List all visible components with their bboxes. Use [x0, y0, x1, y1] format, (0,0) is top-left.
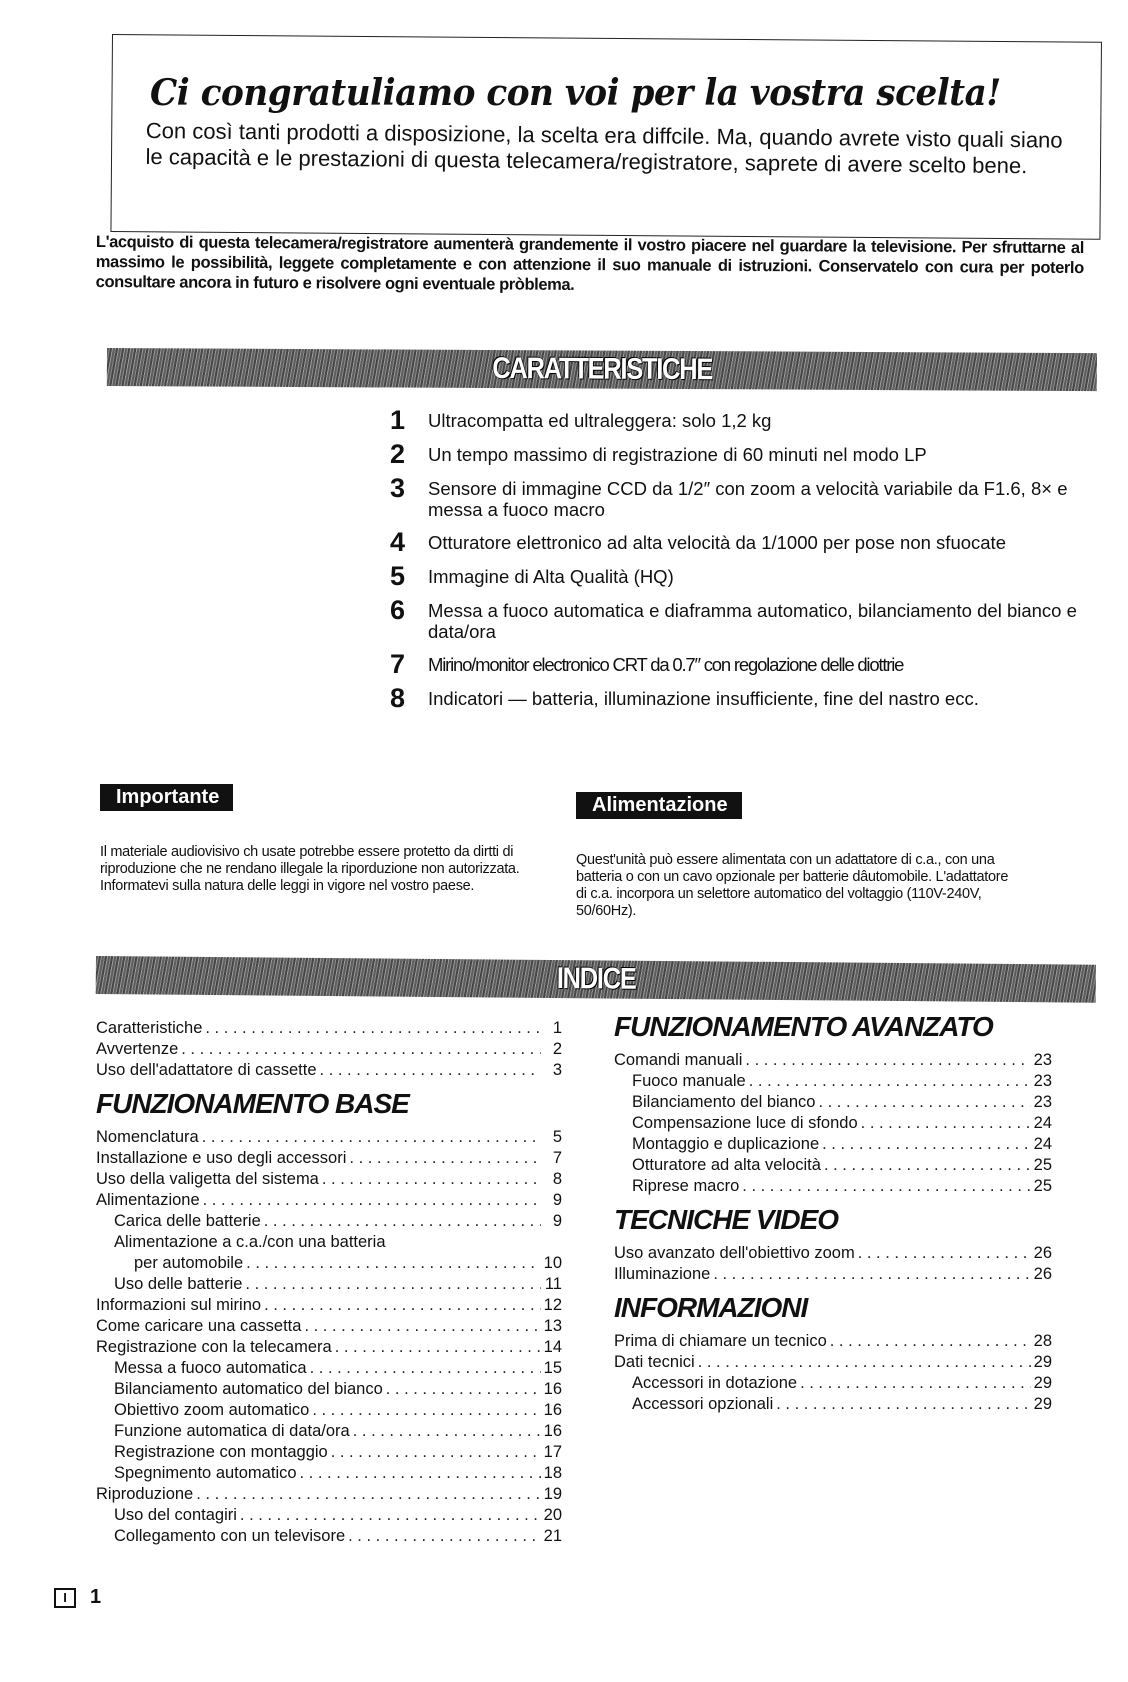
toc-leader-dots [312, 1400, 540, 1421]
toc-entry-title: Alimentazione [96, 1191, 200, 1209]
toc-entry[interactable] [96, 1484, 562, 1505]
toc-leader-dots [240, 1505, 541, 1526]
toc-entry[interactable] [96, 1060, 562, 1081]
toc-heading-info: INFORMAZIONI [614, 1292, 808, 1323]
feature-text: Immagine di Alta Qualità (HQ) [428, 566, 674, 587]
toc-entry-title: Accessori in dotazione [632, 1374, 798, 1392]
toc-entry-title: Compensazione luce di sfondo [632, 1114, 858, 1132]
toc-entry[interactable] [96, 1211, 562, 1232]
toc-entry-page: 26 [1033, 1265, 1052, 1283]
toc-entry-page: 9 [552, 1191, 562, 1209]
toc-entry[interactable] [96, 1253, 562, 1274]
toc-leader-dots [800, 1373, 1031, 1394]
feature-text: Mirino/monitor electronico CRT da 0.7″ con regolazione delle diottrie [428, 654, 904, 675]
toc-entry-page: 26 [1033, 1244, 1052, 1262]
feature-number: 7 [390, 649, 406, 679]
toc-leader-dots [304, 1316, 540, 1337]
toc-leader-dots [246, 1253, 540, 1274]
toc-entry-page: 12 [543, 1296, 562, 1314]
toc-entry-title: Messa a fuoco automatica [114, 1359, 307, 1377]
feature-number: 1 [390, 405, 406, 435]
toc-entry-page: 17 [543, 1443, 562, 1461]
toc-entry-page: 23 [1033, 1051, 1052, 1069]
feature-text: Otturatore elettronico ad alta velocità da 1/1000 per pose non sfuocate [428, 532, 1006, 553]
toc-entry[interactable] [96, 1526, 562, 1547]
index-heading: INDICE [556, 962, 636, 996]
feature-item [390, 649, 1090, 679]
toc-entry-title: Registrazione con la telecamera [96, 1338, 332, 1356]
toc-leader-dots [264, 1295, 541, 1316]
toc-entry-page: 18 [543, 1464, 562, 1482]
toc-entry[interactable] [96, 1505, 562, 1526]
toc-entry[interactable] [96, 1379, 562, 1400]
toc-leader-dots [830, 1331, 1031, 1352]
toc-entry-title: Otturatore ad alta velocità [632, 1156, 821, 1174]
toc-entry-page: 16 [543, 1401, 562, 1419]
toc-entry-title: Bilanciamento del bianco [632, 1093, 816, 1111]
toc-entry-page: 24 [1033, 1114, 1052, 1132]
toc-leader-dots [749, 1071, 1031, 1092]
toc-entry-title: Riproduzione [96, 1485, 194, 1503]
toc-entry[interactable] [614, 1134, 1052, 1155]
toc-entry[interactable] [96, 1463, 562, 1484]
toc-entry-title: Funzione automatica di data/ora [114, 1422, 350, 1440]
toc-entry-page: 3 [552, 1061, 562, 1079]
toc-advanced-list [614, 1050, 1052, 1197]
toc-leader-dots [181, 1039, 541, 1060]
toc-entry-title: Installazione e uso degli accessori [96, 1149, 347, 1167]
toc-entry-title: Bilanciamento automatico del bianco [114, 1380, 383, 1398]
toc-entry[interactable] [96, 1148, 562, 1169]
toc-leader-dots [310, 1358, 541, 1379]
feature-item [390, 405, 1090, 435]
toc-leader-dots [205, 1018, 541, 1039]
toc-video-list [614, 1243, 1052, 1285]
toc-base-list [96, 1127, 562, 1547]
feature-item [390, 439, 1090, 469]
toc-left-column [96, 1018, 562, 1547]
toc-entry-page: 19 [543, 1485, 562, 1503]
feature-item [390, 683, 1090, 713]
toc-leader-dots [858, 1243, 1031, 1264]
toc-entry-title: Comandi manuali [614, 1051, 743, 1069]
toc-entry[interactable] [614, 1113, 1052, 1134]
toc-entry-page: 23 [1033, 1072, 1052, 1090]
toc-intro-list [96, 1018, 562, 1081]
features-banner [107, 348, 1097, 391]
feature-number: 2 [390, 439, 406, 469]
toc-entry[interactable] [96, 1169, 562, 1190]
toc-entry-title: Avvertenze [96, 1040, 179, 1058]
toc-entry-title: Uso avanzato dell'obiettivo zoom [614, 1244, 855, 1262]
feature-text: Sensore di immagine CCD da 1/2″ con zoom a velocità variabile da F1.6, 8× e messa a fuoco macro [428, 478, 1068, 520]
toc-entry[interactable] [614, 1264, 1052, 1285]
toc-entry-page: 8 [552, 1170, 562, 1188]
toc-entry-page: 2 [552, 1040, 562, 1058]
toc-entry[interactable] [614, 1176, 1052, 1197]
toc-entry[interactable] [96, 1358, 562, 1379]
toc-leader-dots [264, 1211, 541, 1232]
toc-entry[interactable] [614, 1155, 1052, 1176]
page-number: 1 [90, 1586, 102, 1608]
toc-entry[interactable] [614, 1243, 1052, 1264]
language-mark-icon: I [54, 1588, 76, 1608]
toc-entry-title: Illuminazione [614, 1265, 711, 1283]
toc-entry-page: 25 [1033, 1177, 1052, 1195]
toc-leader-dots [713, 1264, 1030, 1285]
toc-leader-dots [818, 1092, 1030, 1113]
feature-item [390, 561, 1090, 591]
toc-entry[interactable] [96, 1337, 562, 1358]
toc-entry[interactable] [96, 1039, 562, 1060]
toc-entry-title: Accessori opzionali [632, 1395, 774, 1413]
feature-item [390, 527, 1090, 557]
toc-entry[interactable] [96, 1190, 562, 1211]
toc-entry-title: Montaggio e duplicazione [632, 1135, 820, 1153]
toc-entry-title: Carica delle batterie [114, 1212, 261, 1230]
toc-entry-page: 20 [543, 1506, 562, 1524]
toc-entry[interactable] [96, 1442, 562, 1463]
toc-entry-page: 1 [552, 1019, 562, 1037]
toc-entry-page: 5 [552, 1128, 562, 1146]
toc-leader-dots [196, 1484, 540, 1505]
toc-entry[interactable] [614, 1092, 1052, 1113]
toc-entry-page: 29 [1033, 1353, 1052, 1371]
toc-entry-page: 13 [543, 1317, 562, 1335]
toc-entry[interactable] [614, 1352, 1052, 1373]
feature-number: 8 [390, 683, 406, 713]
toc-right-column [614, 1010, 1052, 1415]
toc-entry-page: 9 [552, 1212, 562, 1230]
feature-number: 6 [390, 595, 406, 625]
toc-entry[interactable] [96, 1127, 562, 1148]
toc-leader-dots [331, 1442, 541, 1463]
important-text: Il materiale audiovisivo ch usate potrebbe essere protetto da dirtti di riproduzione che ne rendano illegale la riporduzione non autorizzata. Informatevi sulla natura delle leggi in vigore nel vostro paese. [100, 844, 520, 894]
toc-heading-advanced: FUNZIONAMENTO AVANZATO [614, 1011, 993, 1042]
feature-text: Un tempo massimo di registrazione di 60 minuti nel modo LP [428, 444, 927, 465]
index-banner [96, 956, 1096, 1003]
toc-entry-title: Uso della valigetta del sistema [96, 1170, 319, 1188]
toc-leader-dots [203, 1190, 541, 1211]
intro-title: Ci congratuliamo con voi per la vostra scelta! [150, 72, 1001, 114]
page-footer [54, 1586, 101, 1609]
toc-entry-title: Riprese macro [632, 1177, 740, 1195]
toc-entry-title: Registrazione con montaggio [114, 1443, 328, 1461]
toc-entry-page: 23 [1033, 1093, 1052, 1111]
features-list [390, 405, 1090, 720]
feature-text: Indicatori — batteria, illuminazione insufficiente, fine del nastro ecc. [428, 688, 979, 709]
toc-leader-dots [824, 1155, 1031, 1176]
feature-number: 4 [390, 527, 406, 557]
feature-item [390, 595, 1090, 642]
toc-entry-title: Prima di chiamare un tecnico [614, 1332, 827, 1350]
toc-entry[interactable] [614, 1394, 1052, 1415]
toc-entry-page: 21 [543, 1527, 562, 1545]
feature-number: 5 [390, 561, 406, 591]
toc-leader-dots [320, 1060, 541, 1081]
toc-entry-title: Uso dell'adattatore di cassette [96, 1061, 317, 1079]
toc-entry-title: Uso del contagiri [114, 1506, 237, 1524]
intro-body: Con così tanti prodotti a disposizione, la scelta era diffcile. Ma, quando avrete visto quali siano le capacità e le prestazioni di questa telecamera/registratore, saprete di avere scelto bene. [145, 118, 1063, 179]
toc-leader-dots [698, 1352, 1031, 1373]
toc-leader-dots [300, 1463, 541, 1484]
toc-entry[interactable] [96, 1295, 562, 1316]
toc-entry-page: 24 [1033, 1135, 1052, 1153]
toc-entry[interactable] [614, 1050, 1052, 1071]
toc-entry-title: Uso delle batterie [114, 1275, 243, 1293]
toc-entry-title: Fuoco manuale [632, 1072, 746, 1090]
toc-entry-title: Caratteristiche [96, 1019, 203, 1037]
features-heading: CARATTERISTICHE [491, 352, 712, 387]
toc-entry-title: Collegamento con un televisore [114, 1527, 346, 1545]
toc-entry[interactable] [96, 1316, 562, 1337]
toc-leader-dots [386, 1379, 541, 1400]
toc-entry-page: 16 [543, 1380, 562, 1398]
toc-entry[interactable] [614, 1373, 1052, 1394]
toc-entry-page: 15 [543, 1359, 562, 1377]
toc-entry-page: 28 [1033, 1332, 1052, 1350]
feature-text: Ultracompatta ed ultraleggera: solo 1,2 kg [428, 410, 772, 431]
toc-entry-page: 10 [543, 1254, 562, 1272]
toc-heading-base: FUNZIONAMENTO BASE [96, 1088, 409, 1119]
toc-entry[interactable] [614, 1071, 1052, 1092]
toc-entry-title: Informazioni sul mirino [96, 1296, 262, 1314]
toc-leader-dots [861, 1113, 1031, 1134]
toc-entry-title: Dati tecnici [614, 1353, 695, 1371]
toc-leader-dots [822, 1134, 1031, 1155]
toc-leader-dots [202, 1127, 541, 1148]
toc-entry-title: Nomenclatura [96, 1128, 199, 1146]
toc-entry-page: 7 [552, 1149, 562, 1167]
feature-number: 3 [390, 473, 406, 503]
power-label: Alimentazione [576, 792, 742, 819]
toc-entry[interactable] [96, 1400, 562, 1421]
feature-text: Messa a fuoco automatica e diaframma automatico, bilanciamento del bianco e data/ora [428, 600, 1077, 642]
toc-entry[interactable] [96, 1274, 562, 1295]
toc-entry[interactable] [96, 1018, 562, 1039]
toc-leader-dots [348, 1526, 541, 1547]
toc-entry-title: per automobile [134, 1254, 244, 1272]
toc-entry[interactable] [96, 1232, 562, 1253]
toc-leader-dots [335, 1337, 541, 1358]
toc-entry-page: 29 [1033, 1395, 1052, 1413]
toc-leader-dots [742, 1176, 1030, 1197]
toc-leader-dots [745, 1050, 1030, 1071]
toc-heading-video: TECNICHE VIDEO [614, 1204, 839, 1235]
toc-info-list [614, 1331, 1052, 1415]
toc-entry-page: 16 [543, 1422, 562, 1440]
toc-entry-title: Obiettivo zoom automatico [114, 1401, 310, 1419]
toc-leader-dots [322, 1169, 541, 1190]
toc-entry[interactable] [614, 1331, 1052, 1352]
toc-leader-dots [349, 1148, 541, 1169]
lead-paragraph: L'acquisto di questa telecamera/registratore aumenterà grandemente il vostro piacere nel guardare la televisione. Per sfruttarne al massimo le possibilità, leggete completamente e con attenzione il suo manuale di istruzioni. Conservatelo con cura per poterlo consultare ancora in futuro e risolvere ogni eventuale pròblema. [95, 232, 1084, 294]
toc-entry-page: 29 [1033, 1374, 1052, 1392]
important-label: Importante [100, 784, 233, 811]
power-text: Quest'unità può essere alimentata con un adattatore di c.a., con una batteria o con un cavo opzionale per batterie dâutomobile. L'adattatore di c.a. incorpora un selettore automatico del voltaggio (110V-240V, 50/60Hz). [576, 852, 1009, 919]
toc-entry-page: 25 [1033, 1156, 1052, 1174]
toc-leader-dots [245, 1274, 541, 1295]
toc-entry-page: 11 [544, 1275, 562, 1293]
toc-leader-dots [353, 1421, 541, 1442]
toc-leader-dots [776, 1394, 1030, 1415]
feature-item [390, 473, 1090, 520]
toc-entry-title: Spegnimento automatico [114, 1464, 297, 1482]
toc-entry[interactable] [96, 1421, 562, 1442]
toc-entry-page: 14 [543, 1338, 562, 1356]
toc-entry-title: Alimentazione a c.a./con una batteria [114, 1233, 386, 1251]
toc-entry-title: Come caricare una cassetta [96, 1317, 302, 1335]
